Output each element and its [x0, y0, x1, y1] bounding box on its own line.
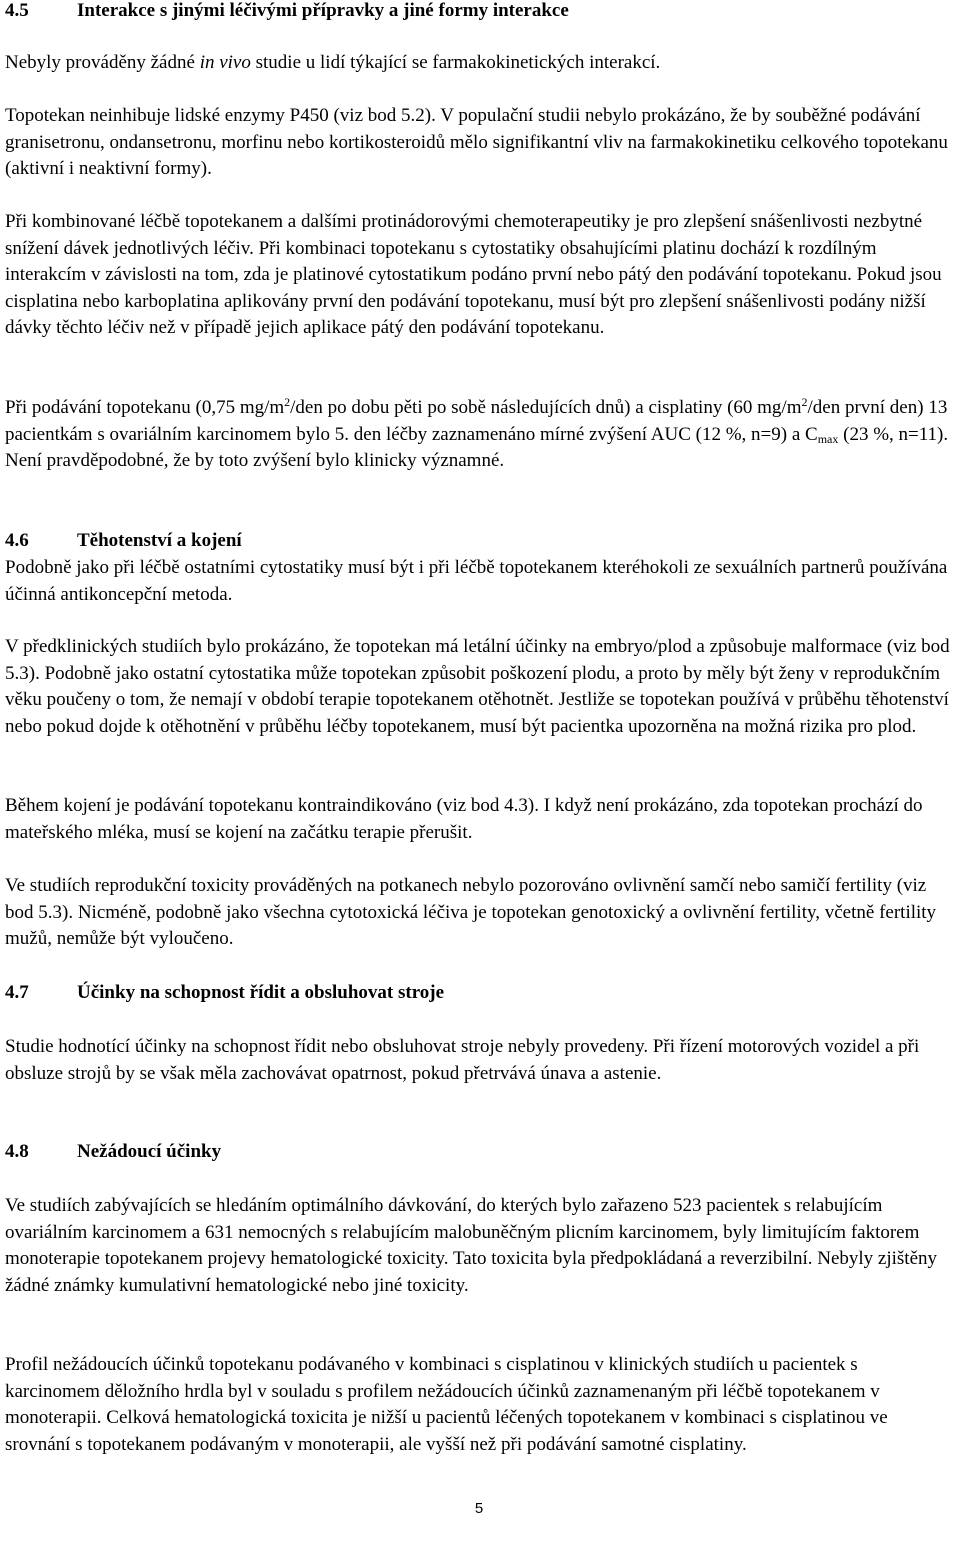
paragraph-text: Studie hodnotící účinky na schopnost řídit nebo obsluhovat stroje nebyly provedeny. Při řízení motorových vozidel a při obsluze strojů by se však měla zachovávat opatrnost, pokud přetrvává únava a astenie. [5, 1036, 920, 1084]
paragraph [5, 395, 953, 475]
superscript: 2 [801, 395, 808, 409]
text-run: /den po dobu pěti po sobě následujících dnů) a cisplatiny (60 mg/m [290, 397, 802, 418]
paragraph-text: V předklinických studiích bylo prokázáno, že topotekan má letální účinky na embryo/plod a způsobuje malformace (viz bod 5.3). Podobně jako ostatní cytostatika může topotekan způsobit poškození plodu, a proto by měly být ženy v reprodukčním věku poučeny o tom, že nemají v období terapie topotekanem otěhotnět. Jestliže se topotekan používá v průběhu těhotenství nebo pokud dojde k otěhotnění v průběhu léčby topotekanem, musí být pacientka upozorněna na možná rizika pro plod. [5, 636, 950, 737]
section-title: Interakce s jinými léčivými přípravky a jiné formy interakce [77, 0, 569, 21]
page-number: 5 [474, 1500, 484, 1517]
section-title: Těhotenství a kojení [77, 530, 242, 551]
text-run: Nebyly prováděny žádné [5, 52, 200, 73]
section-4-7-heading [5, 980, 953, 1006]
paragraph-text: Topotekan neinhibuje lidské enzymy P450 (viz bod 5.2). V populační studii nebylo prokázáno, že by souběžné podávání granisetronu, ondansetronu, morfinu nebo kortikosteroidů mělo signifikantní vliv na farmakokinetiku celkového topotekanu (aktivní i neaktivní formy). [5, 105, 948, 179]
paragraph [5, 555, 953, 608]
paragraph [5, 1352, 953, 1458]
paragraph-text: Podobně jako při léčbě ostatními cytostatiky musí být i při léčbě topotekanem kteréhokoli ze sexuálních partnerů používána účinná antikoncepční metoda. [5, 557, 948, 605]
paragraph [5, 1034, 953, 1087]
paragraph [5, 50, 953, 77]
superscript: 2 [284, 395, 291, 409]
text-run: /den první den) 13 pacientkám s ovariálním karcinomem bylo 5. den léčby zaznamenáno mírné zvýšení AUC (12 %, n=9) a C [5, 397, 948, 445]
section-number: 4.5 [5, 0, 29, 21]
paragraph [5, 103, 953, 183]
paragraph [5, 873, 953, 953]
section-4-8-heading [5, 1139, 953, 1165]
section-title: Nežádoucí účinky [77, 1141, 222, 1162]
paragraph [5, 1193, 953, 1299]
section-number: 4.7 [5, 982, 29, 1003]
section-title: Účinky na schopnost řídit a obsluhovat stroje [77, 982, 445, 1003]
paragraph-text: Během kojení je podávání topotekanu kontraindikováno (viz bod 4.3). I když není prokázáno, zda topotekan prochází do mateřského mléka, musí se kojení na začátku terapie přerušit. [5, 795, 923, 843]
text-run: studie u lidí týkající se farmakokinetických interakcí. [250, 52, 661, 73]
paragraph-text: Profil nežádoucích účinků topotekanu podávaného v kombinaci s cisplatinou v klinických studiích u pacientek s karcinomem děložního hrdla byl v souladu s profilem nežádoucích účinků zaznamenaným při léčbě topotekanem v monoterapii. Celková hematologická toxicita je nižší u pacientů léčených topotekanem v kombinaci s cisplatinou ve srovnání s topotekanem podávaným v monoterapii, ale vyšší než při podávání samotné cisplatiny. [5, 1354, 888, 1455]
text-run: Při podávání topotekanu (0,75 mg/m [5, 397, 285, 418]
paragraph [5, 793, 953, 846]
italic-text: in vivo [199, 52, 251, 73]
text-run: (23 %, n=11). Není pravděpodobné, že by toto zvýšení bylo klinicky významné. [5, 423, 949, 471]
paragraph-text: Při kombinované léčbě topotekanem a dalšími protinádorovými chemoterapeutiky je pro zlepšení snášenlivosti nezbytné snížení dávek jednotlivých léčiv. Při kombinaci topotekanu s cytostatiky obsahujícími platinu dochází k rozdílným interakcím v závislosti na tom, zda je platinové cytostatikum podáno první nebo pátý den podávání topotekanu. Pokud jsou cisplatina nebo karboplatina aplikovány první den podávání topotekanu, musí být pro zlepšení snášenlivosti podány nižší dávky těchto léčiv než v případě jejich aplikace pátý den podávání topotekanu. [5, 211, 942, 338]
section-4-5-heading [5, 0, 953, 24]
paragraph-text: Ve studiích reprodukční toxicity prováděných na potkanech nebylo pozorováno ovlivnění samčí nebo samičí fertility (viz bod 5.3). Nicméně, podobně jako všechna cytotoxická léčiva je topotekan genotoxický a ovlivnění fertility, včetně fertility mužů, nemůže být vyloučeno. [5, 875, 937, 949]
section-number: 4.6 [5, 530, 29, 551]
paragraph [5, 634, 953, 740]
paragraph [5, 209, 953, 342]
paragraph-text: Ve studiích zabývajících se hledáním optimálního dávkování, do kterých bylo zařazeno 523 pacientek s relabujícím ovariálním karcinomem a 631 nemocných s relabujícím malobuněčným plicním karcinomem, byly limitujícím faktorem monoterapie topotekanem projevy hematologické toxicity. Tato toxicita byla předpokládaná a reverzibilní. Nebyly zjištěny žádné známky kumulativní hematologické nebo jiné toxicity. [5, 1195, 938, 1296]
section-number: 4.8 [5, 1141, 29, 1162]
section-4-6-heading [5, 528, 953, 554]
subscript: max [817, 431, 839, 446]
